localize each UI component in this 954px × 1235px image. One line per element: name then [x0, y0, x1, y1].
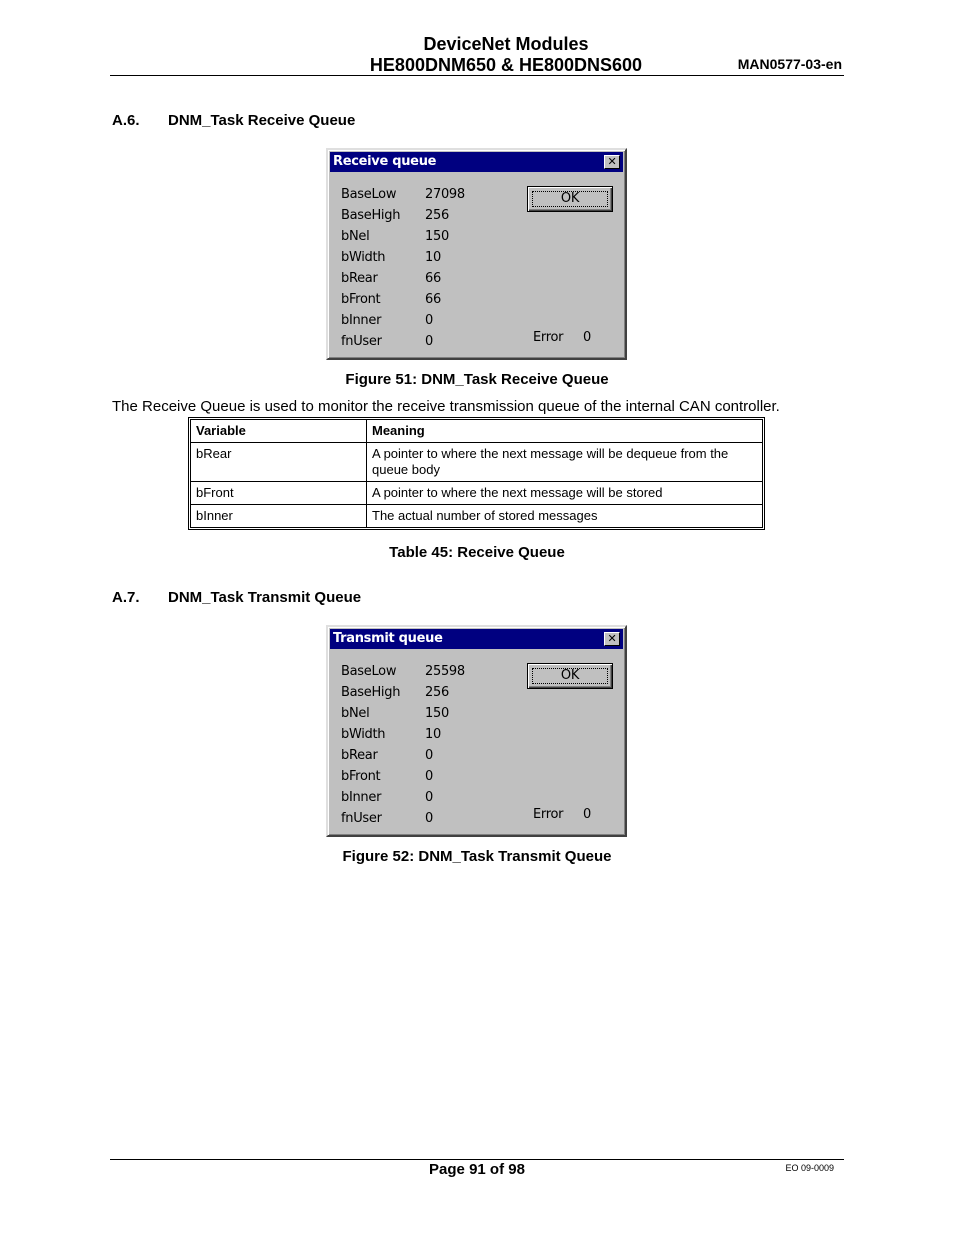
ok-button[interactable]	[527, 663, 613, 689]
field-label: bNel	[341, 706, 370, 721]
field-row	[341, 229, 521, 249]
page-number: Page 91 of 98	[429, 1161, 525, 1178]
field-value: 256	[425, 685, 449, 700]
field-label: bInner	[341, 313, 382, 328]
table-header-row	[191, 420, 763, 443]
table-cell: bFront	[191, 482, 367, 505]
table-row	[191, 482, 763, 505]
field-label: bRear	[341, 271, 378, 286]
column-header: Meaning	[367, 420, 763, 443]
field-value: 0	[425, 769, 433, 784]
field-row	[341, 208, 521, 228]
ok-button-label: OK	[532, 191, 608, 207]
section-title: DNM_Task Transmit Queue	[168, 589, 362, 606]
field-value: 10	[425, 727, 441, 742]
error-label: Error	[533, 807, 564, 822]
field-value: 150	[425, 229, 449, 244]
table-cell: A pointer to where the next message will be stored	[367, 482, 763, 505]
field-row	[341, 727, 521, 747]
field-label: bWidth	[341, 250, 386, 265]
header-rule	[110, 75, 844, 76]
field-row	[341, 664, 521, 684]
field-label: fnUser	[341, 334, 382, 349]
field-row	[341, 250, 521, 270]
table-caption-45: Table 45: Receive Queue	[389, 544, 565, 561]
table-cell: A pointer to where the next message will be dequeue from the queue body	[367, 443, 763, 482]
field-row	[341, 769, 521, 789]
field-value: 150	[425, 706, 449, 721]
field-row	[341, 187, 521, 207]
field-value: 66	[425, 292, 441, 307]
field-value: 0	[425, 334, 433, 349]
dialog-title: Receive queue	[333, 154, 437, 169]
field-label: BaseHigh	[341, 208, 401, 223]
dialog-title: Transmit queue	[333, 631, 443, 646]
close-icon[interactable]: ✕	[604, 155, 620, 169]
section-number: A.7.	[112, 589, 140, 606]
field-value: 256	[425, 208, 449, 223]
field-value: 10	[425, 250, 441, 265]
close-icon[interactable]: ✕	[604, 632, 620, 646]
table-cell: bInner	[191, 505, 367, 528]
field-row	[341, 685, 521, 705]
transmit-queue-dialog	[326, 625, 627, 837]
error-value: 0	[583, 807, 591, 822]
error-value: 0	[583, 330, 591, 345]
receive-queue-table	[188, 417, 765, 530]
field-value: 0	[425, 313, 433, 328]
table-cell: bRear	[191, 443, 367, 482]
field-label: bWidth	[341, 727, 386, 742]
field-row	[341, 790, 521, 810]
field-value: 0	[425, 748, 433, 763]
ok-button[interactable]	[527, 186, 613, 212]
eo-number: EO 09-0009	[785, 1163, 834, 1173]
receive-queue-dialog	[326, 148, 627, 360]
table-row	[191, 505, 763, 528]
field-label: BaseHigh	[341, 685, 401, 700]
column-header: Variable	[191, 420, 367, 443]
field-label: bRear	[341, 748, 378, 763]
field-label: bInner	[341, 790, 382, 805]
error-label: Error	[533, 330, 564, 345]
field-label: bFront	[341, 769, 381, 784]
field-row	[341, 334, 521, 354]
table-row	[191, 443, 763, 482]
section-title: DNM_Task Receive Queue	[168, 112, 356, 129]
figure-caption-52: Figure 52: DNM_Task Transmit Queue	[342, 848, 612, 865]
field-row	[341, 811, 521, 831]
section-heading-a7	[112, 589, 361, 606]
field-row	[341, 748, 521, 768]
field-label: BaseLow	[341, 187, 397, 202]
dialog-titlebar	[330, 152, 623, 172]
field-row	[341, 292, 521, 312]
table-cell: The actual number of stored messages	[367, 505, 763, 528]
document-title	[300, 34, 712, 76]
field-value: 0	[425, 790, 433, 805]
section-heading-a6	[112, 112, 355, 129]
field-label: bNel	[341, 229, 370, 244]
title-line-1: DeviceNet Modules	[423, 34, 589, 54]
field-label: BaseLow	[341, 664, 397, 679]
document-id: MAN0577-03-en	[737, 56, 842, 72]
field-row	[341, 271, 521, 291]
title-line-2: HE800DNM650 & HE800DNS600	[369, 55, 643, 75]
section-number: A.6.	[112, 112, 140, 129]
footer-rule	[110, 1159, 844, 1160]
field-value: 0	[425, 811, 433, 826]
field-value: 66	[425, 271, 441, 286]
figure-caption-51: Figure 51: DNM_Task Receive Queue	[345, 371, 609, 388]
dialog-titlebar	[330, 629, 623, 649]
body-paragraph: The Receive Queue is used to monitor the receive transmission queue of the internal CAN controller.	[112, 398, 780, 415]
field-value: 27098	[425, 187, 465, 202]
ok-button-label: OK	[532, 668, 608, 684]
field-value: 25598	[425, 664, 465, 679]
field-row	[341, 313, 521, 333]
field-label: fnUser	[341, 811, 382, 826]
field-label: bFront	[341, 292, 381, 307]
field-row	[341, 706, 521, 726]
